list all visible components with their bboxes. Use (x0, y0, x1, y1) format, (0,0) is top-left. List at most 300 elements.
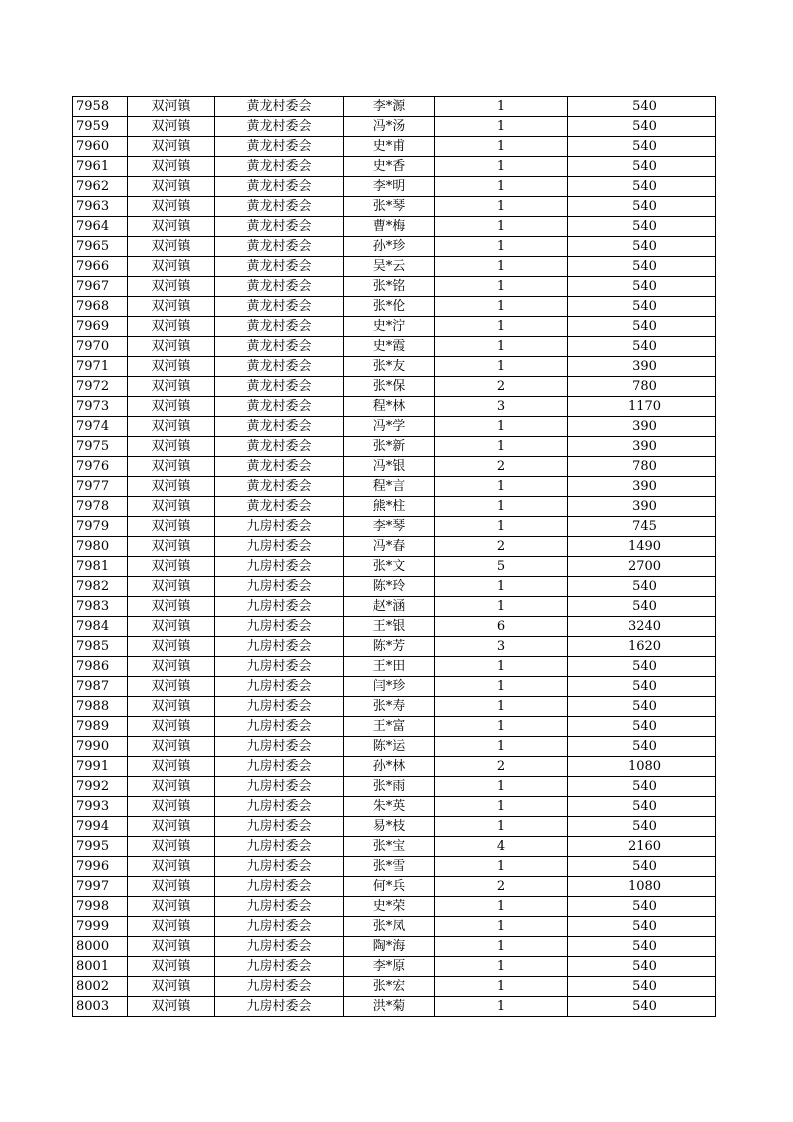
household-count-cell: 2 (435, 757, 568, 777)
town-cell: 双河镇 (128, 357, 215, 377)
table-row (73, 757, 716, 777)
person-name-cell: 陈*芳 (344, 637, 435, 657)
row-number-cell: 7982 (73, 577, 128, 597)
village-cell: 九房村委会 (215, 917, 344, 937)
village-cell: 黄龙村委会 (215, 437, 344, 457)
village-cell: 黄龙村委会 (215, 397, 344, 417)
household-count-cell: 3 (435, 397, 568, 417)
village-cell: 黄龙村委会 (215, 477, 344, 497)
town-cell: 双河镇 (128, 597, 215, 617)
household-count-cell: 1 (435, 897, 568, 917)
table-row (73, 837, 716, 857)
row-number-cell: 7976 (73, 457, 128, 477)
town-cell: 双河镇 (128, 377, 215, 397)
row-number-cell: 7971 (73, 357, 128, 377)
town-cell: 双河镇 (128, 437, 215, 457)
town-cell: 双河镇 (128, 837, 215, 857)
person-name-cell: 张*琴 (344, 197, 435, 217)
town-cell: 双河镇 (128, 657, 215, 677)
person-name-cell: 陈*运 (344, 737, 435, 757)
amount-cell: 540 (568, 657, 716, 677)
person-name-cell: 张*寿 (344, 697, 435, 717)
document-table-container (72, 96, 716, 1017)
row-number-cell: 7984 (73, 617, 128, 637)
household-count-cell: 1 (435, 517, 568, 537)
village-cell: 黄龙村委会 (215, 237, 344, 257)
amount-cell: 1080 (568, 757, 716, 777)
row-number-cell: 8000 (73, 937, 128, 957)
amount-cell: 1620 (568, 637, 716, 657)
table-row (73, 297, 716, 317)
household-count-cell: 1 (435, 677, 568, 697)
village-cell: 九房村委会 (215, 657, 344, 677)
table-row (73, 637, 716, 657)
town-cell: 双河镇 (128, 757, 215, 777)
person-name-cell: 张*宝 (344, 837, 435, 857)
person-name-cell: 赵*涵 (344, 597, 435, 617)
village-cell: 九房村委会 (215, 517, 344, 537)
household-count-cell: 1 (435, 317, 568, 337)
row-number-cell: 7999 (73, 917, 128, 937)
amount-cell: 540 (568, 237, 716, 257)
table-row (73, 777, 716, 797)
town-cell: 双河镇 (128, 417, 215, 437)
town-cell: 双河镇 (128, 637, 215, 657)
table-row (73, 197, 716, 217)
row-number-cell: 7967 (73, 277, 128, 297)
village-cell: 九房村委会 (215, 557, 344, 577)
table-row (73, 117, 716, 137)
town-cell: 双河镇 (128, 477, 215, 497)
amount-cell: 540 (568, 297, 716, 317)
amount-cell: 540 (568, 897, 716, 917)
amount-cell: 540 (568, 677, 716, 697)
person-name-cell: 曹*梅 (344, 217, 435, 237)
amount-cell: 540 (568, 737, 716, 757)
row-number-cell: 7996 (73, 857, 128, 877)
town-cell: 双河镇 (128, 517, 215, 537)
town-cell: 双河镇 (128, 697, 215, 717)
village-cell: 九房村委会 (215, 537, 344, 557)
village-cell: 黄龙村委会 (215, 97, 344, 117)
row-number-cell: 7975 (73, 437, 128, 457)
person-name-cell: 史*泞 (344, 317, 435, 337)
amount-cell: 540 (568, 217, 716, 237)
subsidy-table (72, 96, 716, 1017)
town-cell: 双河镇 (128, 997, 215, 1017)
town-cell: 双河镇 (128, 277, 215, 297)
person-name-cell: 何*兵 (344, 877, 435, 897)
household-count-cell: 1 (435, 117, 568, 137)
table-row (73, 437, 716, 457)
amount-cell: 540 (568, 697, 716, 717)
amount-cell: 540 (568, 797, 716, 817)
village-cell: 黄龙村委会 (215, 217, 344, 237)
row-number-cell: 7978 (73, 497, 128, 517)
row-number-cell: 7979 (73, 517, 128, 537)
table-body (73, 97, 716, 1017)
row-number-cell: 8003 (73, 997, 128, 1017)
town-cell: 双河镇 (128, 197, 215, 217)
village-cell: 九房村委会 (215, 637, 344, 657)
village-cell: 九房村委会 (215, 957, 344, 977)
household-count-cell: 1 (435, 957, 568, 977)
person-name-cell: 史*香 (344, 157, 435, 177)
amount-cell: 540 (568, 597, 716, 617)
person-name-cell: 张*友 (344, 357, 435, 377)
row-number-cell: 7993 (73, 797, 128, 817)
person-name-cell: 李*原 (344, 957, 435, 977)
household-count-cell: 1 (435, 357, 568, 377)
person-name-cell: 史*甫 (344, 137, 435, 157)
row-number-cell: 8001 (73, 957, 128, 977)
town-cell: 双河镇 (128, 97, 215, 117)
row-number-cell: 7969 (73, 317, 128, 337)
row-number-cell: 7997 (73, 877, 128, 897)
amount-cell: 540 (568, 717, 716, 737)
village-cell: 九房村委会 (215, 837, 344, 857)
town-cell: 双河镇 (128, 317, 215, 337)
person-name-cell: 熊*柱 (344, 497, 435, 517)
person-name-cell: 冯*汤 (344, 117, 435, 137)
village-cell: 黄龙村委会 (215, 497, 344, 517)
row-number-cell: 7998 (73, 897, 128, 917)
row-number-cell: 7968 (73, 297, 128, 317)
village-cell: 九房村委会 (215, 737, 344, 757)
person-name-cell: 王*银 (344, 617, 435, 637)
row-number-cell: 7987 (73, 677, 128, 697)
amount-cell: 540 (568, 577, 716, 597)
amount-cell: 540 (568, 97, 716, 117)
row-number-cell: 7986 (73, 657, 128, 677)
row-number-cell: 7965 (73, 237, 128, 257)
person-name-cell: 冯*学 (344, 417, 435, 437)
person-name-cell: 张*铭 (344, 277, 435, 297)
amount-cell: 390 (568, 497, 716, 517)
amount-cell: 540 (568, 857, 716, 877)
household-count-cell: 1 (435, 657, 568, 677)
table-row (73, 377, 716, 397)
village-cell: 黄龙村委会 (215, 297, 344, 317)
household-count-cell: 1 (435, 697, 568, 717)
town-cell: 双河镇 (128, 617, 215, 637)
household-count-cell: 1 (435, 177, 568, 197)
household-count-cell: 1 (435, 97, 568, 117)
amount-cell: 780 (568, 377, 716, 397)
town-cell: 双河镇 (128, 817, 215, 837)
amount-cell: 1080 (568, 877, 716, 897)
household-count-cell: 1 (435, 417, 568, 437)
row-number-cell: 7964 (73, 217, 128, 237)
household-count-cell: 3 (435, 637, 568, 657)
town-cell: 双河镇 (128, 177, 215, 197)
amount-cell: 2700 (568, 557, 716, 577)
row-number-cell: 7963 (73, 197, 128, 217)
household-count-cell: 1 (435, 737, 568, 757)
row-number-cell: 7966 (73, 257, 128, 277)
table-row (73, 697, 716, 717)
person-name-cell: 朱*英 (344, 797, 435, 817)
household-count-cell: 1 (435, 277, 568, 297)
amount-cell: 540 (568, 337, 716, 357)
town-cell: 双河镇 (128, 877, 215, 897)
village-cell: 九房村委会 (215, 817, 344, 837)
row-number-cell: 7972 (73, 377, 128, 397)
row-number-cell: 7995 (73, 837, 128, 857)
town-cell: 双河镇 (128, 857, 215, 877)
household-count-cell: 1 (435, 477, 568, 497)
person-name-cell: 孙*林 (344, 757, 435, 777)
table-row (73, 717, 716, 737)
village-cell: 九房村委会 (215, 977, 344, 997)
table-row (73, 557, 716, 577)
row-number-cell: 7970 (73, 337, 128, 357)
table-row (73, 337, 716, 357)
table-row (73, 857, 716, 877)
village-cell: 黄龙村委会 (215, 457, 344, 477)
household-count-cell: 2 (435, 457, 568, 477)
amount-cell: 540 (568, 117, 716, 137)
village-cell: 九房村委会 (215, 857, 344, 877)
table-row (73, 217, 716, 237)
person-name-cell: 张*雪 (344, 857, 435, 877)
amount-cell: 540 (568, 957, 716, 977)
amount-cell: 540 (568, 137, 716, 157)
household-count-cell: 1 (435, 217, 568, 237)
amount-cell: 390 (568, 437, 716, 457)
household-count-cell: 2 (435, 877, 568, 897)
town-cell: 双河镇 (128, 457, 215, 477)
household-count-cell: 1 (435, 997, 568, 1017)
person-name-cell: 史*荣 (344, 897, 435, 917)
household-count-cell: 1 (435, 597, 568, 617)
amount-cell: 3240 (568, 617, 716, 637)
household-count-cell: 4 (435, 837, 568, 857)
row-number-cell: 7962 (73, 177, 128, 197)
person-name-cell: 张*文 (344, 557, 435, 577)
village-cell: 九房村委会 (215, 897, 344, 917)
household-count-cell: 6 (435, 617, 568, 637)
table-row (73, 677, 716, 697)
amount-cell: 540 (568, 257, 716, 277)
town-cell: 双河镇 (128, 977, 215, 997)
village-cell: 黄龙村委会 (215, 277, 344, 297)
household-count-cell: 1 (435, 797, 568, 817)
amount-cell: 540 (568, 937, 716, 957)
row-number-cell: 7992 (73, 777, 128, 797)
village-cell: 九房村委会 (215, 597, 344, 617)
village-cell: 九房村委会 (215, 997, 344, 1017)
household-count-cell: 1 (435, 497, 568, 517)
row-number-cell: 7959 (73, 117, 128, 137)
household-count-cell: 1 (435, 937, 568, 957)
person-name-cell: 冯*春 (344, 537, 435, 557)
amount-cell: 390 (568, 357, 716, 377)
village-cell: 九房村委会 (215, 777, 344, 797)
village-cell: 黄龙村委会 (215, 257, 344, 277)
person-name-cell: 程*言 (344, 477, 435, 497)
row-number-cell: 7991 (73, 757, 128, 777)
amount-cell: 1490 (568, 537, 716, 557)
table-row (73, 97, 716, 117)
person-name-cell: 张*保 (344, 377, 435, 397)
person-name-cell: 冯*银 (344, 457, 435, 477)
person-name-cell: 陈*玲 (344, 577, 435, 597)
household-count-cell: 2 (435, 377, 568, 397)
table-row (73, 577, 716, 597)
village-cell: 九房村委会 (215, 617, 344, 637)
town-cell: 双河镇 (128, 157, 215, 177)
town-cell: 双河镇 (128, 297, 215, 317)
person-name-cell: 程*林 (344, 397, 435, 417)
person-name-cell: 李*源 (344, 97, 435, 117)
row-number-cell: 7960 (73, 137, 128, 157)
amount-cell: 540 (568, 977, 716, 997)
village-cell: 九房村委会 (215, 577, 344, 597)
table-row (73, 877, 716, 897)
person-name-cell: 张*伦 (344, 297, 435, 317)
village-cell: 黄龙村委会 (215, 117, 344, 137)
town-cell: 双河镇 (128, 737, 215, 757)
row-number-cell: 7988 (73, 697, 128, 717)
household-count-cell: 1 (435, 257, 568, 277)
amount-cell: 540 (568, 317, 716, 337)
household-count-cell: 1 (435, 977, 568, 997)
table-row (73, 357, 716, 377)
village-cell: 黄龙村委会 (215, 417, 344, 437)
row-number-cell: 7994 (73, 817, 128, 837)
row-number-cell: 7961 (73, 157, 128, 177)
table-row (73, 317, 716, 337)
household-count-cell: 1 (435, 917, 568, 937)
village-cell: 九房村委会 (215, 717, 344, 737)
amount-cell: 540 (568, 997, 716, 1017)
person-name-cell: 陶*海 (344, 937, 435, 957)
table-row (73, 897, 716, 917)
row-number-cell: 8002 (73, 977, 128, 997)
row-number-cell: 7980 (73, 537, 128, 557)
table-row (73, 997, 716, 1017)
amount-cell: 540 (568, 817, 716, 837)
town-cell: 双河镇 (128, 957, 215, 977)
row-number-cell: 7990 (73, 737, 128, 757)
town-cell: 双河镇 (128, 577, 215, 597)
table-row (73, 617, 716, 637)
table-row (73, 457, 716, 477)
amount-cell: 540 (568, 197, 716, 217)
household-count-cell: 1 (435, 137, 568, 157)
person-name-cell: 闫*珍 (344, 677, 435, 697)
person-name-cell: 张*宏 (344, 977, 435, 997)
village-cell: 黄龙村委会 (215, 177, 344, 197)
town-cell: 双河镇 (128, 797, 215, 817)
row-number-cell: 7983 (73, 597, 128, 617)
table-row (73, 257, 716, 277)
village-cell: 九房村委会 (215, 677, 344, 697)
amount-cell: 540 (568, 777, 716, 797)
town-cell: 双河镇 (128, 717, 215, 737)
town-cell: 双河镇 (128, 337, 215, 357)
table-row (73, 277, 716, 297)
amount-cell: 540 (568, 157, 716, 177)
household-count-cell: 1 (435, 817, 568, 837)
amount-cell: 540 (568, 277, 716, 297)
village-cell: 九房村委会 (215, 797, 344, 817)
amount-cell: 390 (568, 477, 716, 497)
village-cell: 黄龙村委会 (215, 157, 344, 177)
town-cell: 双河镇 (128, 137, 215, 157)
town-cell: 双河镇 (128, 777, 215, 797)
town-cell: 双河镇 (128, 397, 215, 417)
person-name-cell: 王*富 (344, 717, 435, 737)
household-count-cell: 1 (435, 857, 568, 877)
person-name-cell: 吴*云 (344, 257, 435, 277)
table-row (73, 597, 716, 617)
amount-cell: 745 (568, 517, 716, 537)
village-cell: 黄龙村委会 (215, 197, 344, 217)
table-row (73, 517, 716, 537)
row-number-cell: 7981 (73, 557, 128, 577)
table-row (73, 137, 716, 157)
town-cell: 双河镇 (128, 497, 215, 517)
amount-cell: 390 (568, 417, 716, 437)
household-count-cell: 1 (435, 777, 568, 797)
household-count-cell: 1 (435, 337, 568, 357)
town-cell: 双河镇 (128, 677, 215, 697)
table-row (73, 397, 716, 417)
household-count-cell: 5 (435, 557, 568, 577)
town-cell: 双河镇 (128, 557, 215, 577)
table-row (73, 937, 716, 957)
household-count-cell: 1 (435, 157, 568, 177)
household-count-cell: 1 (435, 577, 568, 597)
village-cell: 黄龙村委会 (215, 137, 344, 157)
amount-cell: 780 (568, 457, 716, 477)
town-cell: 双河镇 (128, 257, 215, 277)
village-cell: 九房村委会 (215, 697, 344, 717)
table-row (73, 177, 716, 197)
table-row (73, 797, 716, 817)
person-name-cell: 易*枝 (344, 817, 435, 837)
household-count-cell: 1 (435, 437, 568, 457)
household-count-cell: 1 (435, 297, 568, 317)
table-row (73, 157, 716, 177)
town-cell: 双河镇 (128, 117, 215, 137)
town-cell: 双河镇 (128, 937, 215, 957)
person-name-cell: 张*雨 (344, 777, 435, 797)
village-cell: 九房村委会 (215, 937, 344, 957)
village-cell: 九房村委会 (215, 757, 344, 777)
person-name-cell: 李*明 (344, 177, 435, 197)
town-cell: 双河镇 (128, 217, 215, 237)
village-cell: 黄龙村委会 (215, 337, 344, 357)
row-number-cell: 7974 (73, 417, 128, 437)
table-row (73, 917, 716, 937)
household-count-cell: 1 (435, 197, 568, 217)
person-name-cell: 李*琴 (344, 517, 435, 537)
person-name-cell: 王*田 (344, 657, 435, 677)
table-row (73, 817, 716, 837)
table-row (73, 477, 716, 497)
table-row (73, 977, 716, 997)
table-row (73, 417, 716, 437)
row-number-cell: 7973 (73, 397, 128, 417)
village-cell: 黄龙村委会 (215, 317, 344, 337)
town-cell: 双河镇 (128, 237, 215, 257)
row-number-cell: 7977 (73, 477, 128, 497)
table-row (73, 657, 716, 677)
row-number-cell: 7985 (73, 637, 128, 657)
